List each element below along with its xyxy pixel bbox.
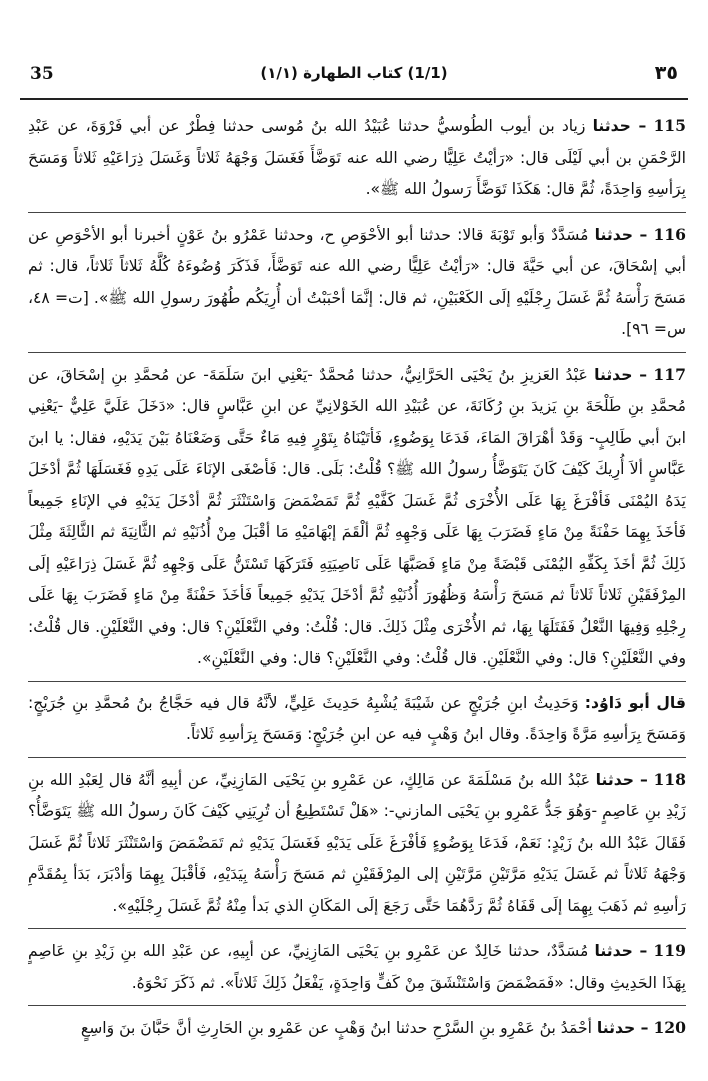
hadith-number: 119 [653, 941, 686, 960]
hadith-number: 115 [653, 116, 686, 135]
header-rule [20, 98, 688, 100]
hadith-117 [28, 359, 686, 675]
hadith-119 [28, 935, 686, 999]
comment-lead: قال أبو دَاوُد: [584, 693, 686, 712]
hadith-text: زياد بن أيوب الطُوسيُّ حدثنا عُبَيْدُ الله بنُ مُوسى حدثنا فِطْرٌ عن أبي فَرْوَةَ، عن عَبْدِ الرَّحْمَنِ بن أبي لَيْلَى قال: «رَأيْتُ عَلِيًّا رضي الله عنه تَوَضَّأَ فَغَسَلَ وَجْهَهُ ثَلاثاً وَغَسَلَ ذِرَاعَيْهِ ثَلاثاً وَمَسَحَ بِرَأسِهِ وَاحِدَةً، ثُمَّ قال: هَكَذَا تَوَضَّأَ رَسولُ الله ﷺ». [28, 117, 686, 198]
hadith-text: مُسَدَّدٌ، حدثنا خَالِدٌ عن عَمْرِو بنِ يَحْيَى المَازِنِيِّ، عن أبِيهِ، عن عَبْدِ الله بنِ زَيْدِ بنِ عَاصِمٍ بِهَذَا الحَدِيثِ وقال: «فَمَضْمَضَ وَاسْتَنْشَقَ مِنْ كَفٍّ وَاحِدَةٍ، يَفْعَلُ ذَلِكَ ثَلاثاً». ثم ذَكَرَ نَحْوَهُ. [28, 942, 686, 992]
hadith-lead: – حدثنا [594, 942, 648, 960]
hadith-lead: – حدثنا [594, 225, 648, 244]
hadith-text: عَبْدُ العَزيزِ بنُ يَحْيَى الحَرَّانِيُّ، حدثنا مُحمَّدٌ -يَعْنِي ابنَ سَلَمَةَ- عن مُحمَّدِ بنِ إسْحَاقَ، عن مُحمَّدِ بنِ طَلْحَةَ بنِ يَزيدَ بنِ رُكَانَةَ، عن عُبَيْدِ الله الخَوْلانِيِّ عن ابنِ عَبَّاسٍ قال: «دَخَلَ عَلَيَّ عَلِيٌّ -يَعْنِي ابنَ أبي طَالِبٍ- وَقَدْ أهْرَاقَ المَاءَ، فَدَعَا بِوَضُوءٍ، فَأتَيْنَاهُ بِتَوْرٍ فِيهِ مَاءٌ حَتَّى وَضَعْنَاهُ بَيْنَ يَدَيْهِ، فقال: يا ابنَ عَبَّاسٍ ألاَ أُرِيكَ كَيْفَ كَانَ يَتَوَضَّأُ رسولُ الله ﷺ؟ قُلْتُ: بَلَى. قال: فَأصْغَى الإنَاءَ عَلَى يَدِهِ فَغَسَلَهَا ثُمَّ أدْخَلَ يَدَهُ اليُمْنَى فَأفْرَغَ بِهَا عَلَى الأُخْرَى ثُمَّ غَسَلَ كَفَّيْهِ ثُمَّ تَمَضْمَضَ وَاسْتَنْثَرَ ثُمَّ أدْخَلَ يَدَيْهِ في الإنَاءِ جَمِيعاً فَأخَذَ بِهِمَا حَفْنَةً مِنْ مَاءٍ فَضَرَبَ بِهَا عَلَى وَجْهِهِ ثُمَّ ألْقَمَ إبْهَامَيْهِ مَا أقْبَلَ مِنْ أُذُنَيْهِ ثم الثَّانِيَةَ ثم الثَّالِثَةَ مِثْلَ ذَلِكَ ثُمَّ أخَذَ بِكَفِّهِ اليُمْنَى قَبْضَةً مِنْ مَاءٍ فَصَبَّهَا عَلَى نَاصِيَتِهِ فَتَرَكَهَا تَسْتَنُّ عَلَى وَجْهِهِ ثُمَّ غَسَلَ ذِرَاعَيْهِ إلَى المِرْفَقَيْنِ ثَلاثاً ثَلاثاً ثم مَسَحَ رَأْسَهُ وَظُهُورَ أُذُنَيْهِ ثُمَّ أدْخَلَ يَدَيْهِ جَمِيعاً فَأخَذَ حَفْنَةً مِنْ مَاءٍ فَضَرَبَ بِهَا عَلَى رِجْلِهِ وَفِيهَا النَّعْلُ فَفَتَلَهَا بِهَا، ثم الأُخْرَى مِثْلَ ذَلِكَ. قال: قُلْتُ: وفي النَّعْلَيْنِ؟ قال: وفي النَّعْلَيْنِ. قال قُلْتُ: وفي النَّعْلَيْنِ؟ قال: وفي النَّعْلَيْنِ. قال قُلْتُ: وفي النَّعْلَيْنِ؟ قال: وفي النَّعْلَيْنِ». [28, 365, 686, 667]
hadith-separator [28, 928, 686, 929]
hadith-number: 117 [653, 364, 686, 384]
hadith-120 [28, 1012, 686, 1045]
page-number-latin: 35 [30, 64, 54, 84]
page-body [28, 110, 686, 1061]
hadith-text: عَبْدُ الله بنُ مَسْلَمَةَ عن مَالِكٍ، عن عَمْرِو بنِ يَحْيَى المَازِنِيِّ، عن أبِيهِ أنَّهُ قال لِعَبْدِ الله بنِ زَيْدِ بنِ عَاصِمٍ -وَهُوَ جَدُّ عَمْرِو بنِ يَحْيَى المازني-: «هَلْ تَسْتَطِيعُ أن تُرِيَنِي كَيْفَ كَانَ رسولُ الله ﷺ يَتَوَضَّأُ؟ فَقَالَ عَبْدُ الله بنُ زَيْدٍ: نَعَمْ، فَدَعَا بِوَضُوءٍ فَأفْرَغَ عَلَى يَدَيْهِ فَغَسَلَ يَدَيْهِ ثم تَمَضْمَضَ وَاسْتَنْثَرَ ثَلاثاً ثُمَّ غَسَلَ وَجْهَهُ ثَلاثاً ثم غَسَلَ يَدَيْهِ مَرَّتَيْنِ مَرَّتَيْنِ إلى المِرْفَقَيْنِ ثم مَسَحَ رَأْسَهُ بِيَدَيْهِ، فَأقْبَلَ بِهِمَا وَأدْبَرَ، بَدَأ بِمُقَدَّمِ رَأسِهِ ثم ذَهَبَ بِهِمَا إلَى قَفَاهُ ثُمَّ رَدَّهُمَا حَتَّى رَجَعَ إلَى المَكَانِ الذي بَدأ مِنْهُ ثُمَّ غَسَلَ رِجْلَيْهِ». [28, 770, 686, 915]
hadith-separator [28, 352, 686, 353]
hadith-lead: – حدثنا [595, 770, 648, 789]
hadith-text: مُسَدَّدٌ وَأبو تَوْبَةَ قالا: حدثنا أبو الأحْوَصِ ح، وحدثنا عَمْرُو بنُ عَوْنٍ أخبرنا أبو الأحْوَصِ عن أبي إسْحَاقَ، عن أبي حَيَّةَ قال: «رَأيْتُ عَلِيًّا رضي الله عنه تَوَضَّأَ، فَذَكَرَ وُضُوءَهُ كُلَّهُ ثَلاثاً ثَلاثاً، قال: ثم مَسَحَ رَأْسَهُ ثُمَّ غَسَلَ رِجْلَيْهِ إلَى الكَعْبَيْنِ، ثم قال: إنَّمَا أحْبَبْتُ أن أُرِيَكُم طُهُورَ رسولِ الله ﷺ». [ت= ٤٨، س= ٩٦]. [28, 225, 686, 338]
hadith-text: أحْمَدُ بنُ عَمْرِو بنِ السَّرْحِ حدثنا ابنُ وَهْبٍ عن عَمْرِو بنِ الحَارِثِ أنَّ حَبَّانَ بنَ وَاسِعٍ [80, 1019, 592, 1037]
hadith-115 [28, 110, 686, 206]
hadith-separator [28, 212, 686, 213]
hadith-116 [28, 219, 686, 346]
page-number-arabic: ٣٥ [654, 62, 678, 84]
page-header [20, 62, 688, 96]
hadith-lead: – حدثنا [596, 1019, 649, 1037]
hadith-118 [28, 764, 686, 923]
hadith-lead: – حدثنا [592, 117, 647, 135]
hadith-separator [28, 1005, 686, 1006]
hadith-number: 116 [653, 224, 686, 244]
hadith-separator [28, 681, 686, 682]
hadith-lead: – حدثنا [594, 365, 648, 384]
hadith-separator [28, 757, 686, 758]
abu-dawud-comment [28, 688, 686, 751]
hadith-number: 118 [653, 769, 686, 789]
comment-text: وَحَدِيثُ ابنِ جُرَيْجٍ عن شَيْبَةَ يُشْبِهُ حَدِيثَ عَلِيٍّ، لأنَّهُ قال فيه حَجَّاجُ بنُ مُحمَّدِ بنِ جُرَيْجٍ: وَمَسَحَ بِرَأسِهِ مَرَّةً وَاحِدَةً. وقال ابنُ وَهْبٍ فيه عن ابنِ جُرَيْجٍ: وَمَسَحَ بِرَأسِهِ ثَلاثاً. [28, 693, 686, 743]
hadith-number: 120 [653, 1018, 686, 1037]
running-title: (1/1) كتاب الطهارة (١/١) [260, 64, 448, 82]
